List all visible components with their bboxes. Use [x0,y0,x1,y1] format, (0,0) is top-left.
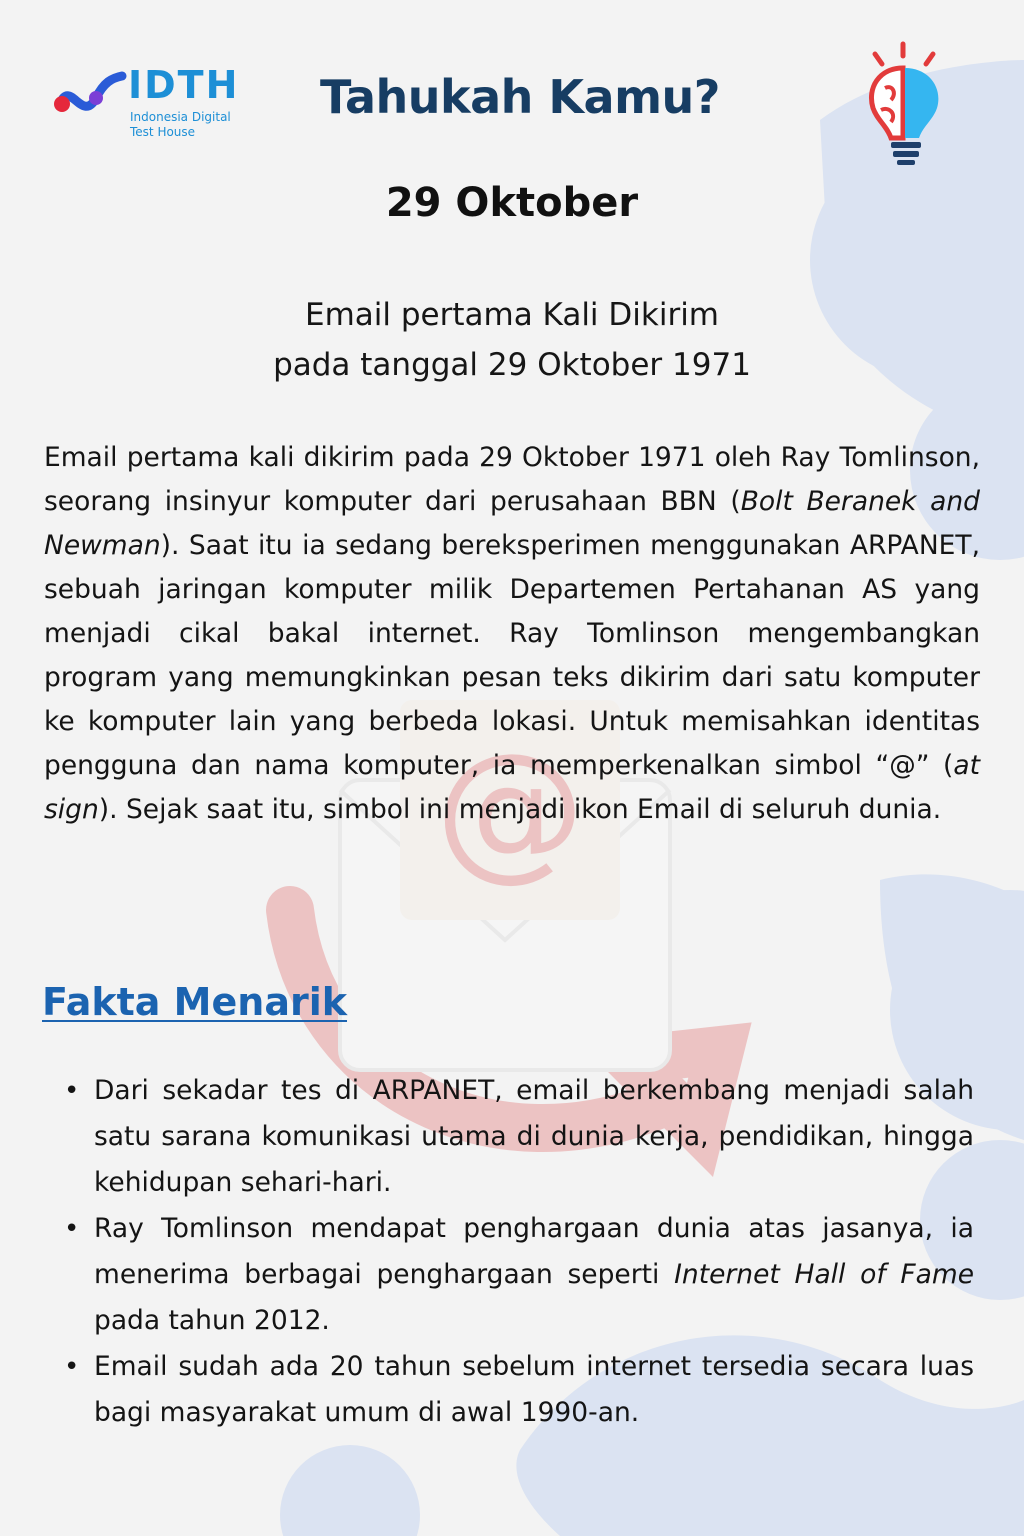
svg-text:@: @ [435,722,585,896]
logo-subtext-line1: Indonesia Digital [130,110,231,124]
body-italic-at-sign: at sign [44,750,980,825]
body-italic-bbn: Bolt Beranek and Newman [44,486,980,561]
fact-text-part1: Ray Tomlinson mendapat penghargaan dunia atas jasanya, ia menerima berbagai penghargaan seperti [94,1213,974,1290]
fact-item [62,1344,974,1436]
article-subtitle [0,290,1024,390]
brain-lightbulb-icon [855,40,955,166]
body-part3: ). Sejak saat itu, simbol ini menjadi ikon Email di seluruh dunia. [98,794,942,825]
fact-text-part2: pada tahun 2012. [94,1305,330,1336]
fact-item [62,1068,974,1206]
idth-logo-mark-icon [52,68,130,128]
subtitle-line2: pada tanggal 29 Oktober 1971 [273,347,751,383]
facts-list [62,1068,974,1436]
date-heading: 29 Oktober [385,180,639,226]
fact-text: Dari sekadar tes di ARPANET, email berkembang menjadi salah satu sarana komunikasi utama di dunia kerja, pendidikan, hingga kehidupan sehari-hari. [94,1075,974,1198]
bullet-icon: • [64,1076,80,1106]
bullet-icon: • [64,1214,80,1244]
fact-text-italic: Internet Hall of Fame [674,1259,974,1290]
logo-name: IDTH [128,63,240,107]
fact-item [62,1206,974,1344]
body-part2: ). Saat itu ia sedang bereksperimen menggunakan ARPANET, sebuah jaringan komputer milik Departemen Pertahanan AS yang menjadi cikal bakal internet. Ray Tomlinson mengembangkan program yang memungkinkan pesan teks dikirim dari satu komputer ke komputer lain yang berbeda lokasi. Untuk memisahkan identitas pengguna dan nama komputer, ia memperkenalkan simbol “@” ( [44,530,980,781]
body-part1: Email pertama kali dikirim pada 29 Oktober 1971 oleh Ray Tomlinson, seorang insinyur komputer dari perusahaan BBN ( [44,442,980,517]
logo-subtext-line2: Test House [130,125,196,139]
section-heading-fakta: Fakta Menarik [42,980,348,1024]
article-body [44,436,980,832]
fact-text: Email sudah ada 20 tahun sebelum internet tersedia secara luas bagi masyarakat umum di awal 1990-an. [94,1351,974,1428]
subtitle-line1: Email pertama Kali Dikirim [304,297,720,333]
bullet-icon: • [64,1352,80,1382]
page-title: Tahukah Kamu? [320,70,720,124]
